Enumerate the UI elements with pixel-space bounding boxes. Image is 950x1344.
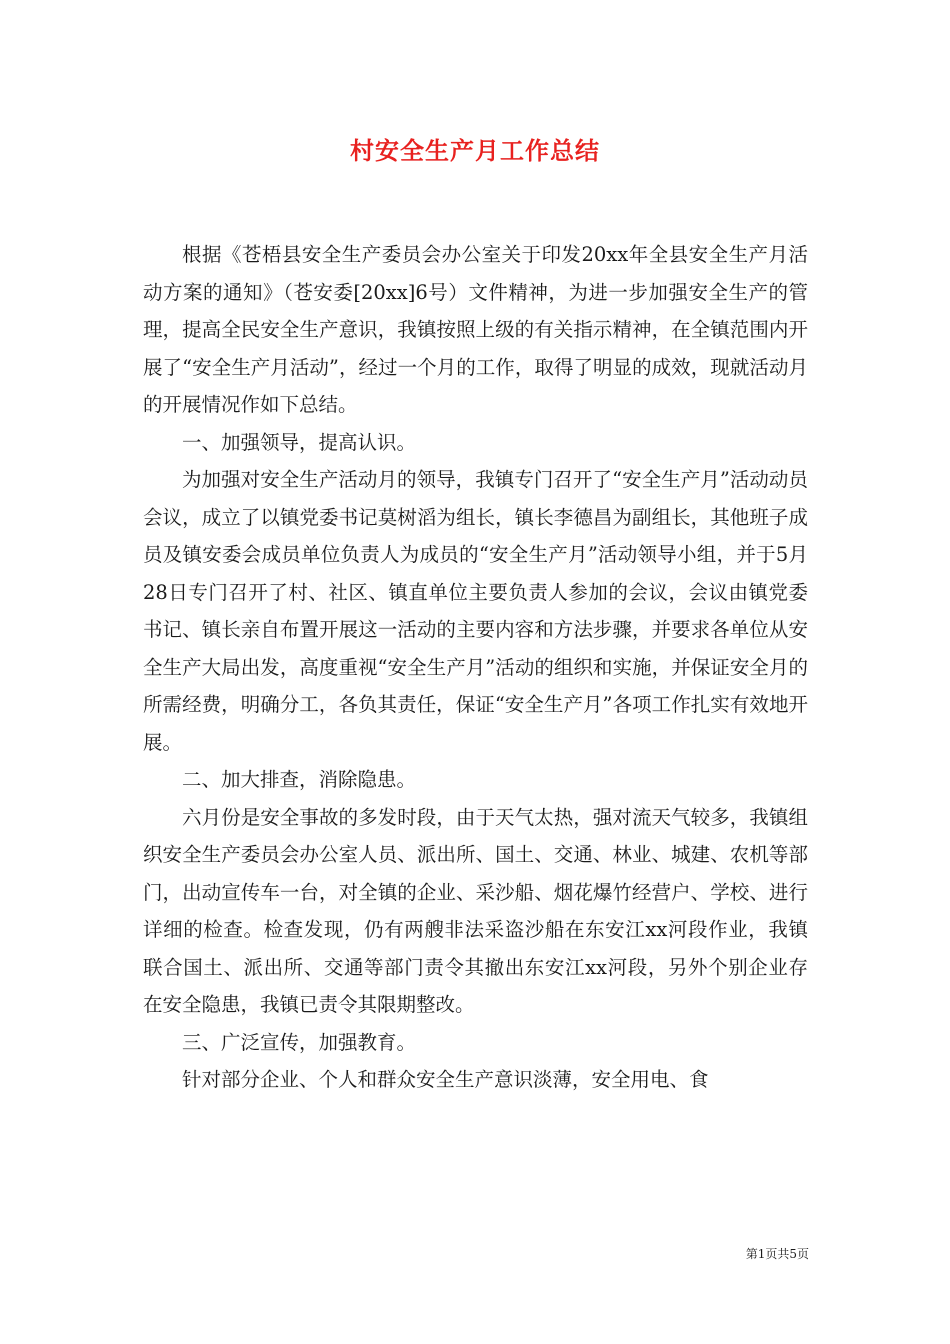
paragraph-intro: 根据《苍梧县安全生产委员会办公室关于印发20xx年全县安全生产月活动方案的通知》（苍安委[20xx]6号）文件精神，为进一步加强安全生产的管理，提高全民安全生产意识，我镇按照上级的有关指示精神，在全镇范围内开展了“安全生产月活动”，经过一个月的工作，取得了明显的成效，现就活动月的开展情况作如下总结。 <box>143 243 808 416</box>
paragraph-section-2: 六月份是安全事故的多发时段，由于天气太热，强对流天气较多，我镇组织安全生产委员会办公室人员、派出所、国土、交通、林业、城建、农机等部门，出动宣传车一台，对全镇的企业、采沙船、烟花爆竹经营户、学校、进行详细的检查。检查发现，仍有两艘非法采盗沙船在东安江xx河段作业，我镇联合国土、派出所、交通等部门责令其撤出东安江xx河段，另外个别企业存在安全隐患，我镇已责令其限期整改。 <box>143 805 808 1016</box>
paragraph-section-3: 针对部分企业、个人和群众安全生产意识淡薄，安全用电、食 <box>182 1068 709 1091</box>
page-number: 第1页共5页 <box>745 1247 809 1261</box>
section-heading-3: 三、广泛宣传，加强教育。 <box>182 1030 417 1054</box>
section-heading-2: 二、加大排查，消除隐患。 <box>182 768 417 791</box>
paragraph-section-1: 为加强对安全生产活动月的领导，我镇专门召开了“安全生产月”活动动员会议，成立了以镇党委书记莫树滔为组长，镇长李德昌为副组长，其他班子成员及镇安委会成员单位负责人为成员的“安全生产月”活动领导小组，并于5月28日专门召开了村、社区、镇直单位主要负责人参加的会议，会议由镇党委书记、镇长亲自布置开展这一活动的主要内容和方法步骤，并要求各单位从安全生产大局出发，高度重视“安全生产月”活动的组织和实施，并保证安全月的所需经费，明确分工，各负其责任，保证“安全生产月”各项工作扎实有效地开展。 <box>143 468 808 754</box>
section-heading-1: 一、加强领导，提高认识。 <box>182 430 417 454</box>
document-title: 村安全生产月工作总结 <box>350 136 600 165</box>
document-body <box>143 236 808 1099</box>
